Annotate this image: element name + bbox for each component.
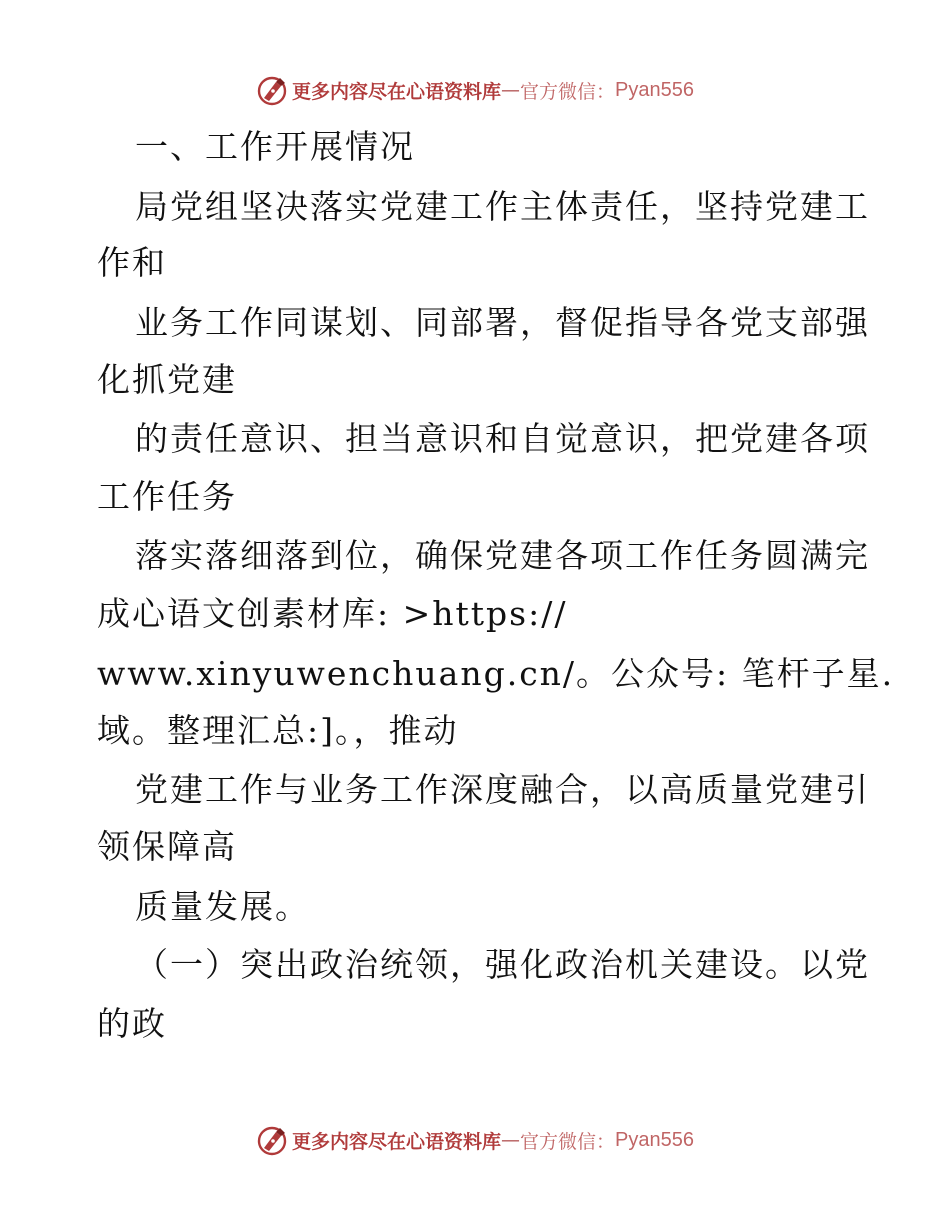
paragraph-line: 质量发展。: [135, 887, 310, 926]
paragraph-line: （一）突出政治统领，强化政治机关建设。以党: [135, 945, 870, 984]
banner-dash: —: [501, 79, 521, 101]
footer-banner: [0, 1120, 950, 1160]
paragraph-line: 党建工作与业务工作深度融合，以高质量党建引: [135, 770, 870, 809]
section-heading: 一、工作开展情况: [135, 127, 415, 166]
paragraph-line: 化抓党建: [97, 360, 237, 399]
banner-wechat-id: Pyan556: [615, 1128, 694, 1151]
paragraph-line: 局党组坚决落实党建工作主体责任，坚持党建工: [135, 187, 870, 226]
banner-wechat-id: Pyan556: [615, 78, 694, 101]
banner-title: 更多内容尽在心语资料库: [292, 1130, 502, 1153]
paragraph-line: 工作任务: [97, 477, 237, 516]
paragraph-line: 作和: [97, 243, 167, 282]
pen-nib-logo-icon: [256, 74, 288, 106]
pen-nib-logo-icon: [256, 1124, 288, 1156]
paragraph-line: 的责任意识、担当意识和自觉意识，把党建各项: [135, 419, 870, 458]
paragraph-line: 成心语文创素材库: >https://: [97, 594, 568, 633]
header-banner: [0, 70, 950, 110]
paragraph-line: www.xinyuwenchuang.cn/。公众号: 笔杆子星.: [97, 654, 895, 693]
paragraph-line: 落实落细落到位，确保党建各项工作任务圆满完: [135, 536, 870, 575]
banner-contact-label: 官方微信：: [520, 1130, 616, 1153]
paragraph-line: 的政: [97, 1004, 167, 1043]
banner-dash: —: [501, 1129, 521, 1151]
paragraph-line: 域。整理汇总:]。，推动: [97, 711, 459, 750]
paragraph-line: 领保障高: [97, 827, 237, 866]
banner-contact-label: 官方微信：: [520, 80, 616, 103]
banner-title: 更多内容尽在心语资料库: [292, 80, 502, 103]
paragraph-line: 业务工作同谋划、同部署，督促指导各党支部强: [135, 303, 870, 342]
